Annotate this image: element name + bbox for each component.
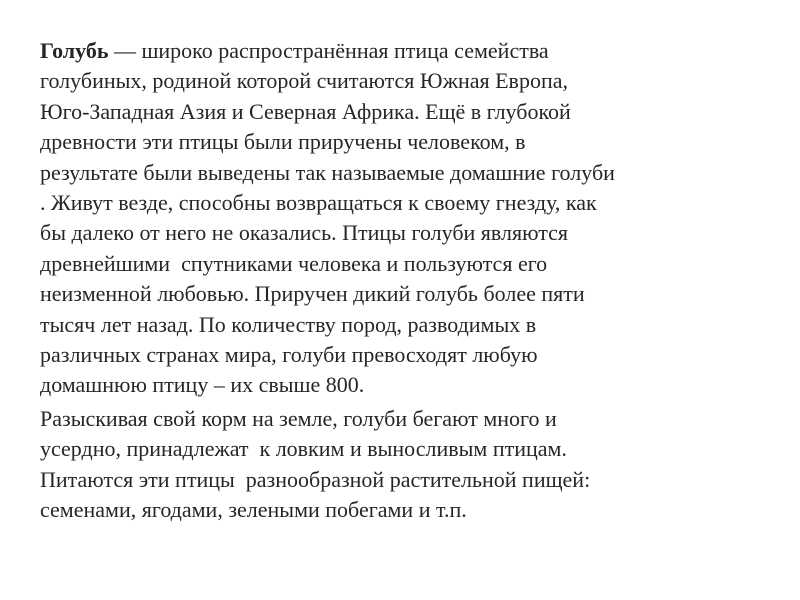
paragraph-1-line: Юго-Западная Азия и Северная Африка. Ещё в глубокой <box>40 98 571 124</box>
paragraph-1-line-1 <box>40 36 730 66</box>
paragraph-1-line: древности эти птицы были приручены человеком, в <box>40 129 526 155</box>
paragraph-1-line: домашнюю птицу – их свыше 800. <box>40 372 365 398</box>
paragraph-1-line: тысяч лет назад. По количеству пород, разводимых в <box>40 311 537 337</box>
text-block <box>40 36 730 526</box>
paragraph-2-line: семенами, ягодами, зелеными побегами и т.п. <box>40 497 467 523</box>
paragraph-1-line: бы далеко от него не оказались. Птицы голуби являются <box>40 220 569 246</box>
paragraph-2-line: усердно, принадлежат к ловким и выносливым птицам. <box>40 436 567 462</box>
paragraph-1-line: голубиных, родиной которой считаются Южная Европа, <box>40 68 568 94</box>
paragraph-2-line: Питаются эти птицы разнообразной растительной пищей: <box>40 466 591 492</box>
term-bold: Голубь <box>40 38 109 63</box>
paragraph-1-line: . Живут везде, способны возвращаться к своему гнезду, как <box>40 190 597 216</box>
paragraph-1-line: различных странах мира, голуби превосходят любую <box>40 342 538 368</box>
paragraph-1-line-1-rest: — широко распространённая птица семейства <box>108 38 549 63</box>
paragraph-2 <box>40 404 730 526</box>
paragraph-1-line: древнейшими спутниками человека и пользуются его <box>40 250 548 276</box>
paragraph-2-line: Разыскивая свой корм на земле, голуби бегают много и <box>40 405 557 431</box>
paragraph-1 <box>40 36 730 401</box>
paragraph-1-line: неизменной любовью. Приручен дикий голубь более пяти <box>40 281 585 307</box>
paragraph-1-line: результате были выведены так называемые домашние голуби <box>40 159 615 185</box>
